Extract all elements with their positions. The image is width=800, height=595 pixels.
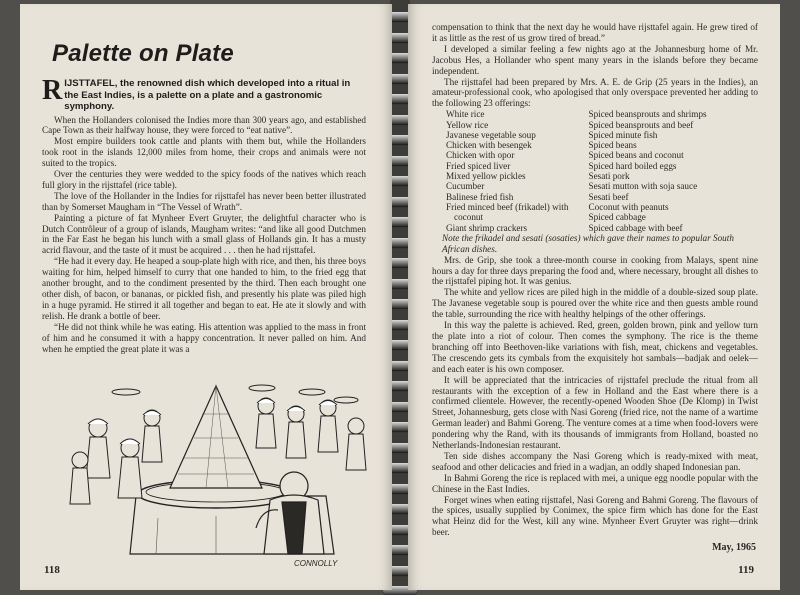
- offering-right: Spiced hard boiled eggs: [588, 160, 677, 171]
- offering-left: Giant shrimp crackers: [446, 222, 528, 233]
- offering-row: [432, 171, 758, 181]
- footnote: Note the frikadel and sesati (sosaties) which gave their names to popular South African dishes.: [442, 232, 734, 254]
- drop-cap: R: [42, 75, 63, 106]
- offering-row: [432, 223, 758, 233]
- offering-left: coconut: [454, 212, 484, 223]
- offering-left: Chicken with opor: [446, 150, 515, 161]
- offering-row: [432, 130, 758, 140]
- body-paragraph: In Bahmi Goreng the rice is replaced with mei, a unique egg noodle popular with the Chinese in the East Indies.: [432, 472, 758, 494]
- offering-right: Sesati beef: [588, 191, 629, 202]
- body-paragraph: Ten side dishes accompany the Nasi Goreng which is ready-mixed with meat, seafood and other delicacies and fried in a wadjan, an oddly shaped Indonesian pan.: [432, 450, 758, 472]
- body-paragraph: Over the centuries they were wedded to the spicy foods of the natives which reach full glory in the rijsttafel (rice table).: [42, 169, 366, 190]
- offering-row: [432, 212, 758, 222]
- offering-left: Balinese fried fish: [446, 191, 514, 202]
- body-paragraph: “He did not think while he was eating. His attention was applied to the mass in front of him and he consumed it with a happy concentration. It never palled on him. And when he emptied the great plate it was a: [42, 321, 366, 354]
- offering-right: Sesati pork: [588, 171, 630, 182]
- offering-row: [432, 120, 758, 130]
- page-number: 118: [44, 564, 60, 576]
- offering-right: Spiced beans: [588, 140, 637, 151]
- body-paragraph: The white and yellow rices are piled high in the middle of a double-sized soup plate. The Javanese vegetable soup is poured over the white rice and then guests amble round the table, surrounding the rice with healthy helpings of the other offerings.: [432, 287, 758, 320]
- offering-left: Fried minced beef (frikadel) with: [446, 201, 569, 212]
- offering-row: [432, 192, 758, 202]
- offering-right: Spiced beansprouts and beef: [588, 119, 694, 130]
- left-page: [20, 4, 392, 590]
- offering-right: Spiced beans and coconut: [588, 150, 684, 161]
- offering-row: [432, 109, 758, 119]
- cartoon-illustration: [66, 378, 376, 570]
- offering-row: [432, 181, 758, 191]
- offering-right: Spiced cabbage with beef: [588, 222, 683, 233]
- lead-text: IJSTTAFEL, the renowned dish which developed into a ritual in the East Indies, is a palette on a plate and a gastronomic symphony.: [64, 78, 351, 112]
- body-paragraph: I developed a similar feeling a few nights ago at the Johannesburg home of Mr. Jacobus Hes, a Hollander who spent many years in the islands before they became independent.: [432, 43, 758, 76]
- body-paragraph: compensation to think that the next day he would have rijsttafel again. He grew tired of it as little as the rest of us grow tired of bread.”: [432, 22, 758, 43]
- offering-right: Sesati mutton with soja sauce: [588, 181, 698, 192]
- body-paragraph: Forget wines when eating rijsttafel, Nasi Goreng and Bahmi Goreng. The flavours of the spices, usually supplied by Conimex, the spice firm which has done for the East what Heinz did for the West, kill any wine. Mynheer Evert Gruyter was right—drink beer.: [432, 494, 758, 538]
- body-paragraph: “He had it every day. He heaped a soup-plate high with rice, and then, his three boys waiting for him, helped himself to curry that one handed to him, to the fried egg that another brought, and to the condiment presented by the third. Then each brought one other dish, of bacon, or bananas, or pickled fish, and presently his plate was piled high in a huge pyramid. He stirred it all together and began to eat. He ate it slowly and with relish. He drank a bottle of beer.: [42, 256, 366, 321]
- illustrator-signature: CONNOLLY: [294, 559, 338, 568]
- offerings-list: [432, 109, 758, 233]
- offering-row: [432, 140, 758, 150]
- page-number: 119: [738, 564, 754, 576]
- body-paragraph: When the Hollanders colonised the Indies more than 300 years ago, and established Cape Town as their halfway house, they were forced to “eat native”.: [42, 114, 366, 136]
- offering-right: Spiced beansprouts and shrimps: [588, 109, 707, 120]
- lead-paragraph: [42, 75, 366, 113]
- body-paragraph: The love of the Hollander in the Indies for rijsttafel has never been better illustrated than by Somerset Maugham in “The Vessel of Wrath”.: [42, 190, 366, 212]
- body-paragraph: Mrs. de Grip, she took a three-month course in cooking from Malays, spent nine hours a day for three days preparing the food and, where necessary, brought all dishes to the rijsttafel piping hot. It was genius.: [432, 254, 758, 287]
- body-paragraph: The rijsttafel had been prepared by Mrs. A. E. de Grip (25 years in the Indies), an amateur-professional cook, who apologised that only overspace prevented her adding to the following 23 offerings:: [432, 76, 758, 109]
- dateline: May, 1965: [712, 542, 756, 554]
- offering-left: Yellow rice: [446, 119, 489, 130]
- offering-left: Javanese vegetable soup: [446, 129, 536, 140]
- offering-left: Chicken with besengek: [446, 140, 532, 151]
- body-paragraph: It will be appreciated that the intricacies of rijsttafel preclude the ritual from all restaurants with the exception of a few in Holland and the East where there is a confirmed clientele. However, the recently-opened Wooden Shoe (De Klomp) in Twist Street, Johannesburg, gets close with Nasi Goreng (fried rice, not the name of a wartime German leader) and Bahmi Goreng. The venture comes at a time when food-lovers were pondering why the Rand, with its thousands of immigrants from Holland, boasted no Netherlands-Indonesian restaurant.: [432, 374, 758, 451]
- offering-left: Cucumber: [446, 181, 485, 192]
- right-page: [408, 4, 780, 590]
- offering-left: White rice: [446, 109, 485, 120]
- offering-right: Coconut with peanuts: [588, 201, 669, 212]
- body-paragraph: Most empire builders took cattle and plants with them but, while the Hollanders took root in the islands 12,000 miles from home, their crops and animals were not suited to the tropics.: [42, 136, 366, 169]
- offering-right: Spiced minute fish: [588, 129, 658, 140]
- page-title: Palette on Plate: [52, 40, 234, 67]
- body-paragraph: Painting a picture of fat Mynheer Evert Gruyter, the delightful character who is Dutch Contrôleur of a group of islands, Maugham writes: “and like all good Dutchmen in the Far East he began his lunch with a small glass of Hollands gin. It has a musty acrid flavour, and the taste of it must be acquired . . . then he had rijsttafel.: [42, 212, 366, 256]
- offering-left: Fried spiced liver: [446, 160, 511, 171]
- offering-left: Mixed yellow pickles: [446, 171, 526, 182]
- offering-right: Spiced cabbage: [588, 212, 646, 223]
- offering-row: [432, 202, 758, 212]
- body-paragraph: In this way the palette is achieved. Red, green, golden brown, pink and yellow turn the plate into a riot of colour. Then comes the symphony. The rice is the theme branching off into Beethoven-like variations with fish, meat, chickens and vegetables. The crescendo gets its cymbals from the exquisitely hot sambals—badjak and oelek—and each eater is his own composer.: [432, 320, 758, 374]
- offering-row: [432, 161, 758, 171]
- offering-row: [432, 150, 758, 160]
